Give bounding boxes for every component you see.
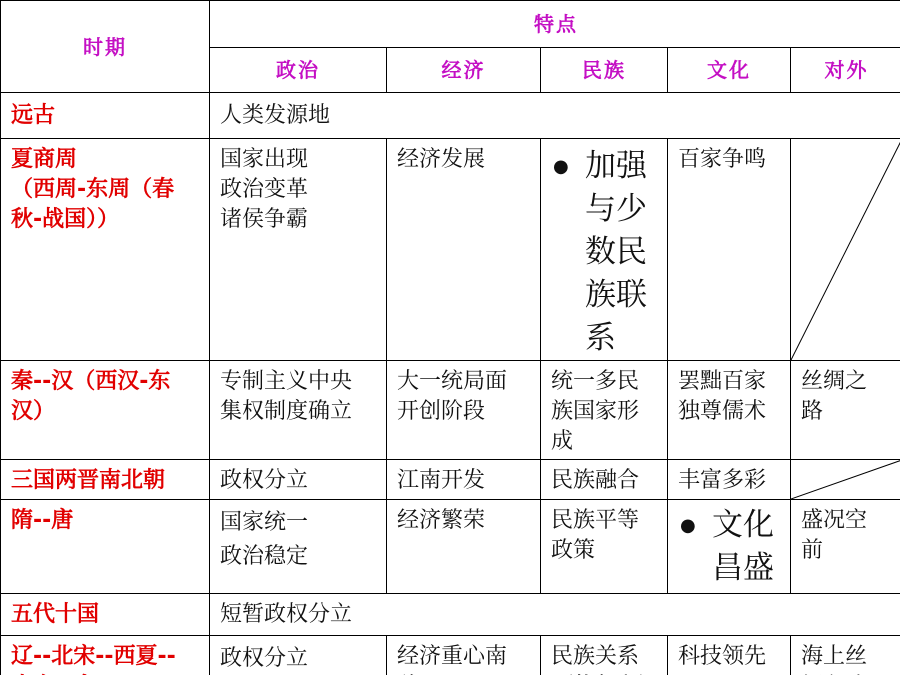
period-label: （西周-东周（春 xyxy=(11,177,175,202)
cell-line: 独尊儒术 xyxy=(678,399,767,424)
header-ethnic: 民族 xyxy=(541,48,668,93)
header-culture: 文化 xyxy=(668,48,791,93)
economy-cell xyxy=(387,636,541,675)
cell-line: 政策 xyxy=(551,538,596,563)
cell-line: 民族平等 xyxy=(551,508,640,533)
cell-line: 盛况空 xyxy=(801,508,868,533)
cell-line: 江南开发 xyxy=(397,468,486,493)
cell-line: 海上丝 xyxy=(801,644,868,669)
cell-line: 经济繁荣 xyxy=(397,508,486,533)
table-row xyxy=(1,361,900,460)
cell-line: 科技领先 xyxy=(678,644,767,669)
period-cell xyxy=(1,361,210,460)
cell-line: 诸侯争霸 xyxy=(220,207,309,232)
culture-cell xyxy=(668,500,791,594)
cell-line: 集权制度确立 xyxy=(220,399,353,424)
cell-line: 民族融合 xyxy=(551,468,640,493)
diagonal-slash xyxy=(791,139,900,360)
cell-line: 与少 xyxy=(585,191,647,227)
cell-line: 开创阶段 xyxy=(397,399,486,424)
ethnic-cell xyxy=(541,139,668,361)
header-economy: 经济 xyxy=(387,48,541,93)
table-row xyxy=(1,460,900,500)
cell-line: 专制主义中央 xyxy=(220,369,353,394)
culture-cell xyxy=(668,636,791,675)
economy-cell xyxy=(387,361,541,460)
cell-line: 昌盛 xyxy=(712,550,774,586)
ethnic-cell xyxy=(541,460,668,500)
cell-line: 族国家形 xyxy=(551,399,640,424)
table-row xyxy=(1,500,900,594)
cell-line: 大一统局面 xyxy=(397,369,508,394)
cell-line: 经济重心南 xyxy=(397,644,508,669)
cell-line: 统一多民 xyxy=(551,369,640,394)
table-row xyxy=(1,594,900,636)
culture-cell xyxy=(668,361,791,460)
period-label: 隋--唐 xyxy=(11,508,74,533)
bullet-item xyxy=(551,145,667,360)
cell-line: 族联 xyxy=(585,277,647,313)
cell-line: 政治稳定 xyxy=(220,544,309,569)
cell-line: 数民 xyxy=(585,234,647,270)
merged-feature-cell xyxy=(210,594,900,636)
cell-line: 国家出现 xyxy=(220,147,309,172)
cell-line: 政权分立 xyxy=(220,468,309,493)
cell-line: 前 xyxy=(801,538,824,563)
merged-feature-text: 人类发源地 xyxy=(220,103,331,128)
bullet-icon: ● xyxy=(553,156,569,177)
period-label: 五代十国 xyxy=(11,602,100,627)
merged-feature-cell xyxy=(210,93,900,139)
cell-line: 系 xyxy=(585,320,616,356)
cell-line: 政治变革 xyxy=(220,177,309,202)
table-row xyxy=(1,93,900,139)
culture-cell xyxy=(668,139,791,361)
ethnic-cell xyxy=(541,636,668,675)
period-label: 远古 xyxy=(11,103,56,128)
politics-cell xyxy=(210,361,387,460)
cell-line: 成 xyxy=(551,429,574,454)
foreign-cell xyxy=(791,636,900,675)
table-row xyxy=(1,636,900,675)
period-label: 秋-战国）） xyxy=(11,207,120,232)
cell-line: 路 xyxy=(801,399,824,424)
header-politics: 政治 xyxy=(210,48,387,93)
period-cell xyxy=(1,139,210,361)
cell-line: 百家争鸣 xyxy=(678,147,767,172)
period-cell xyxy=(1,594,210,636)
period-label: 夏商周 xyxy=(11,147,78,172)
cell-line: 文化 xyxy=(712,507,774,543)
period-label: 辽--北宋--西夏-- xyxy=(11,644,176,669)
period-label: 三国两晋南北朝 xyxy=(11,468,166,493)
politics-cell xyxy=(210,139,387,361)
cell-line: 经济发展 xyxy=(397,147,486,172)
period-cell xyxy=(1,636,210,675)
ethnic-cell xyxy=(541,500,668,594)
merged-feature-text: 短暂政权分立 xyxy=(220,602,353,627)
cell-line: 丰富多彩 xyxy=(678,468,767,493)
bullet-icon: ● xyxy=(680,515,696,536)
period-cell xyxy=(1,93,210,139)
period-cell xyxy=(1,460,210,500)
period-label: 汉） xyxy=(11,399,56,424)
bullet-item xyxy=(678,504,790,590)
cell-line: 加强 xyxy=(585,148,647,184)
foreign-empty-cell xyxy=(791,460,900,500)
header-foreign: 对外 xyxy=(791,48,900,93)
politics-cell xyxy=(210,460,387,500)
header-period: 时期 xyxy=(1,1,210,93)
politics-cell xyxy=(210,636,387,675)
period-cell xyxy=(1,500,210,594)
table-row xyxy=(1,139,900,361)
economy-cell xyxy=(387,139,541,361)
header-features: 特点 xyxy=(210,1,900,48)
economy-cell xyxy=(387,500,541,594)
cell-line: 丝绸之 xyxy=(801,369,868,394)
culture-cell xyxy=(668,460,791,500)
foreign-cell xyxy=(791,500,900,594)
politics-cell xyxy=(210,500,387,594)
foreign-cell xyxy=(791,361,900,460)
cell-line: 政权分立 xyxy=(220,646,309,671)
cell-line: 民族关系 xyxy=(551,644,640,669)
cell-line: 罢黜百家 xyxy=(678,369,767,394)
period-label: 秦--汉（西汉-东 xyxy=(11,369,171,394)
ethnic-cell xyxy=(541,361,668,460)
foreign-empty-cell xyxy=(791,139,900,361)
diagonal-slash xyxy=(791,460,900,499)
cell-line: 国家统一 xyxy=(220,510,309,535)
economy-cell xyxy=(387,460,541,500)
